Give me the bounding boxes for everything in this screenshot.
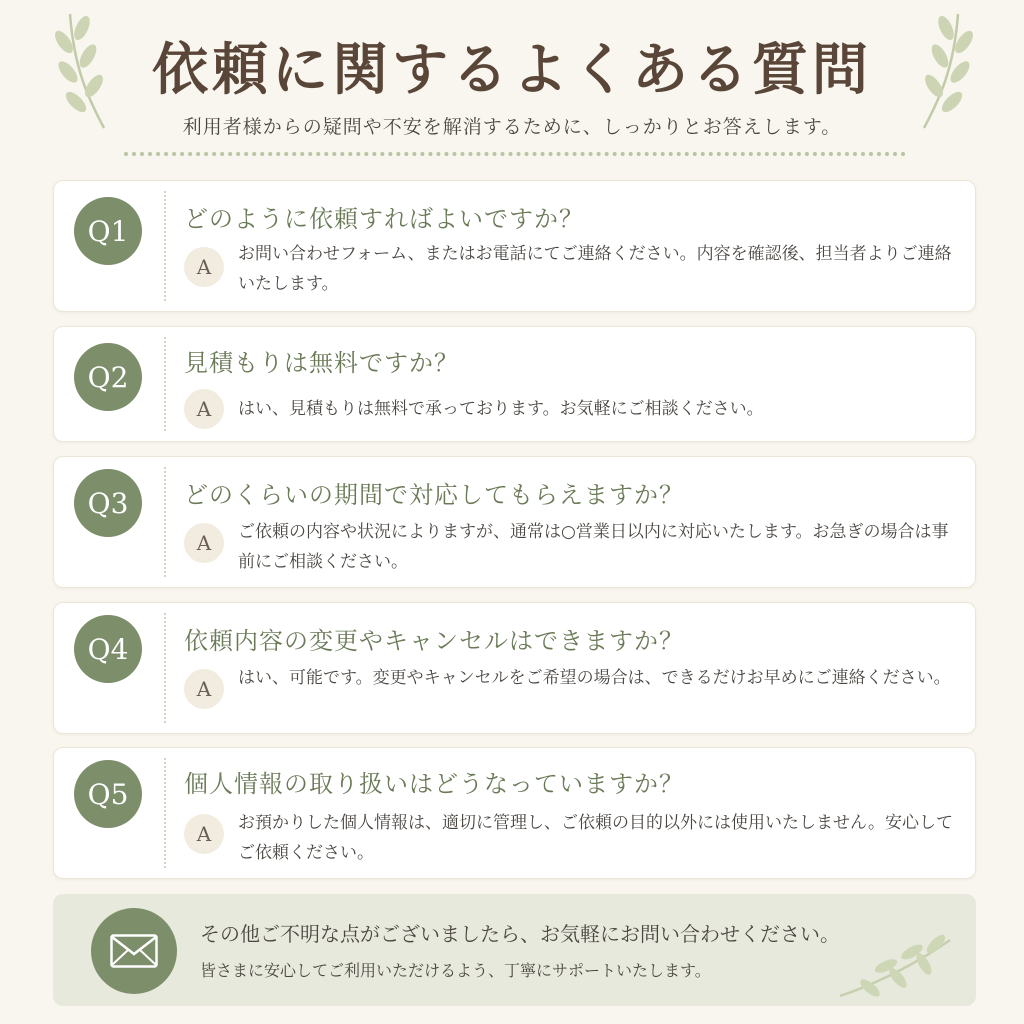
mail-icon xyxy=(110,934,158,968)
dotted-divider xyxy=(124,152,906,156)
answer-badge: A xyxy=(184,814,224,854)
faq-item-4 xyxy=(53,602,976,734)
question-badge: Q2 xyxy=(74,343,142,411)
answer-badge: A xyxy=(184,247,224,287)
page-subtitle: 利用者様からの疑問や不安を解消するために、しっかりとお答えします。 xyxy=(182,116,842,138)
answer-badge: A xyxy=(184,669,224,709)
answer-text: はい、可能です。変更やキャンセルをご希望の場合は、できるだけお早めにご連絡ください。 xyxy=(238,668,951,688)
answer-badge: A xyxy=(184,523,224,563)
faq-item-1 xyxy=(53,180,976,312)
question-text: どのくらいの期間で対応してもらえますか？ xyxy=(184,481,684,509)
footer-submessage: 皆さまに安心してご利用いただけるよう、丁寧にサポートいたします。 xyxy=(200,961,711,980)
question-text: 依頼内容の変更やキャンセルはできますか？ xyxy=(184,627,684,655)
question-badge: Q4 xyxy=(74,615,142,683)
question-badge: Q1 xyxy=(74,197,142,265)
card-divider xyxy=(164,191,166,301)
page-title: 依頼に関するよくある質問 xyxy=(152,37,872,103)
question-text: 個人情報の取り扱いはどうなっていますか？ xyxy=(184,770,684,798)
answer-text: お預かりした個人情報は、適切に管理し、ご依頼の目的以外には使用いたしません。安心してご依頼ください。 xyxy=(238,813,954,863)
footer-message: その他ご不明な点がございましたら、お気軽にお問い合わせください。 xyxy=(200,922,840,946)
card-divider xyxy=(164,337,166,431)
card-divider xyxy=(164,613,166,723)
question-badge: Q3 xyxy=(74,469,142,537)
faq-item-3 xyxy=(53,456,976,588)
question-text: どのように依頼すればよいですか？ xyxy=(184,205,584,233)
card-divider xyxy=(164,758,166,868)
answer-text: ご依頼の内容や状況によりますが、通常は○営業日以内に対応いたします。お急ぎの場合は事前にご相談ください。 xyxy=(238,522,949,572)
answer-text: はい、見積もりは無料で承っております。お気軽にご相談ください。 xyxy=(238,399,764,419)
answer-text: お問い合わせフォーム、またはお電話にてご連絡ください。内容を確認後、担当者よりご連絡いたします。 xyxy=(238,244,952,294)
answer-badge: A xyxy=(184,389,224,429)
question-text: 見積もりは無料ですか？ xyxy=(184,349,459,377)
card-divider xyxy=(164,467,166,577)
leaf-branch-icon xyxy=(836,934,956,1002)
faq-item-2 xyxy=(53,326,976,442)
mail-icon-circle xyxy=(91,908,177,994)
question-badge: Q5 xyxy=(74,760,142,828)
faq-item-5 xyxy=(53,747,976,879)
